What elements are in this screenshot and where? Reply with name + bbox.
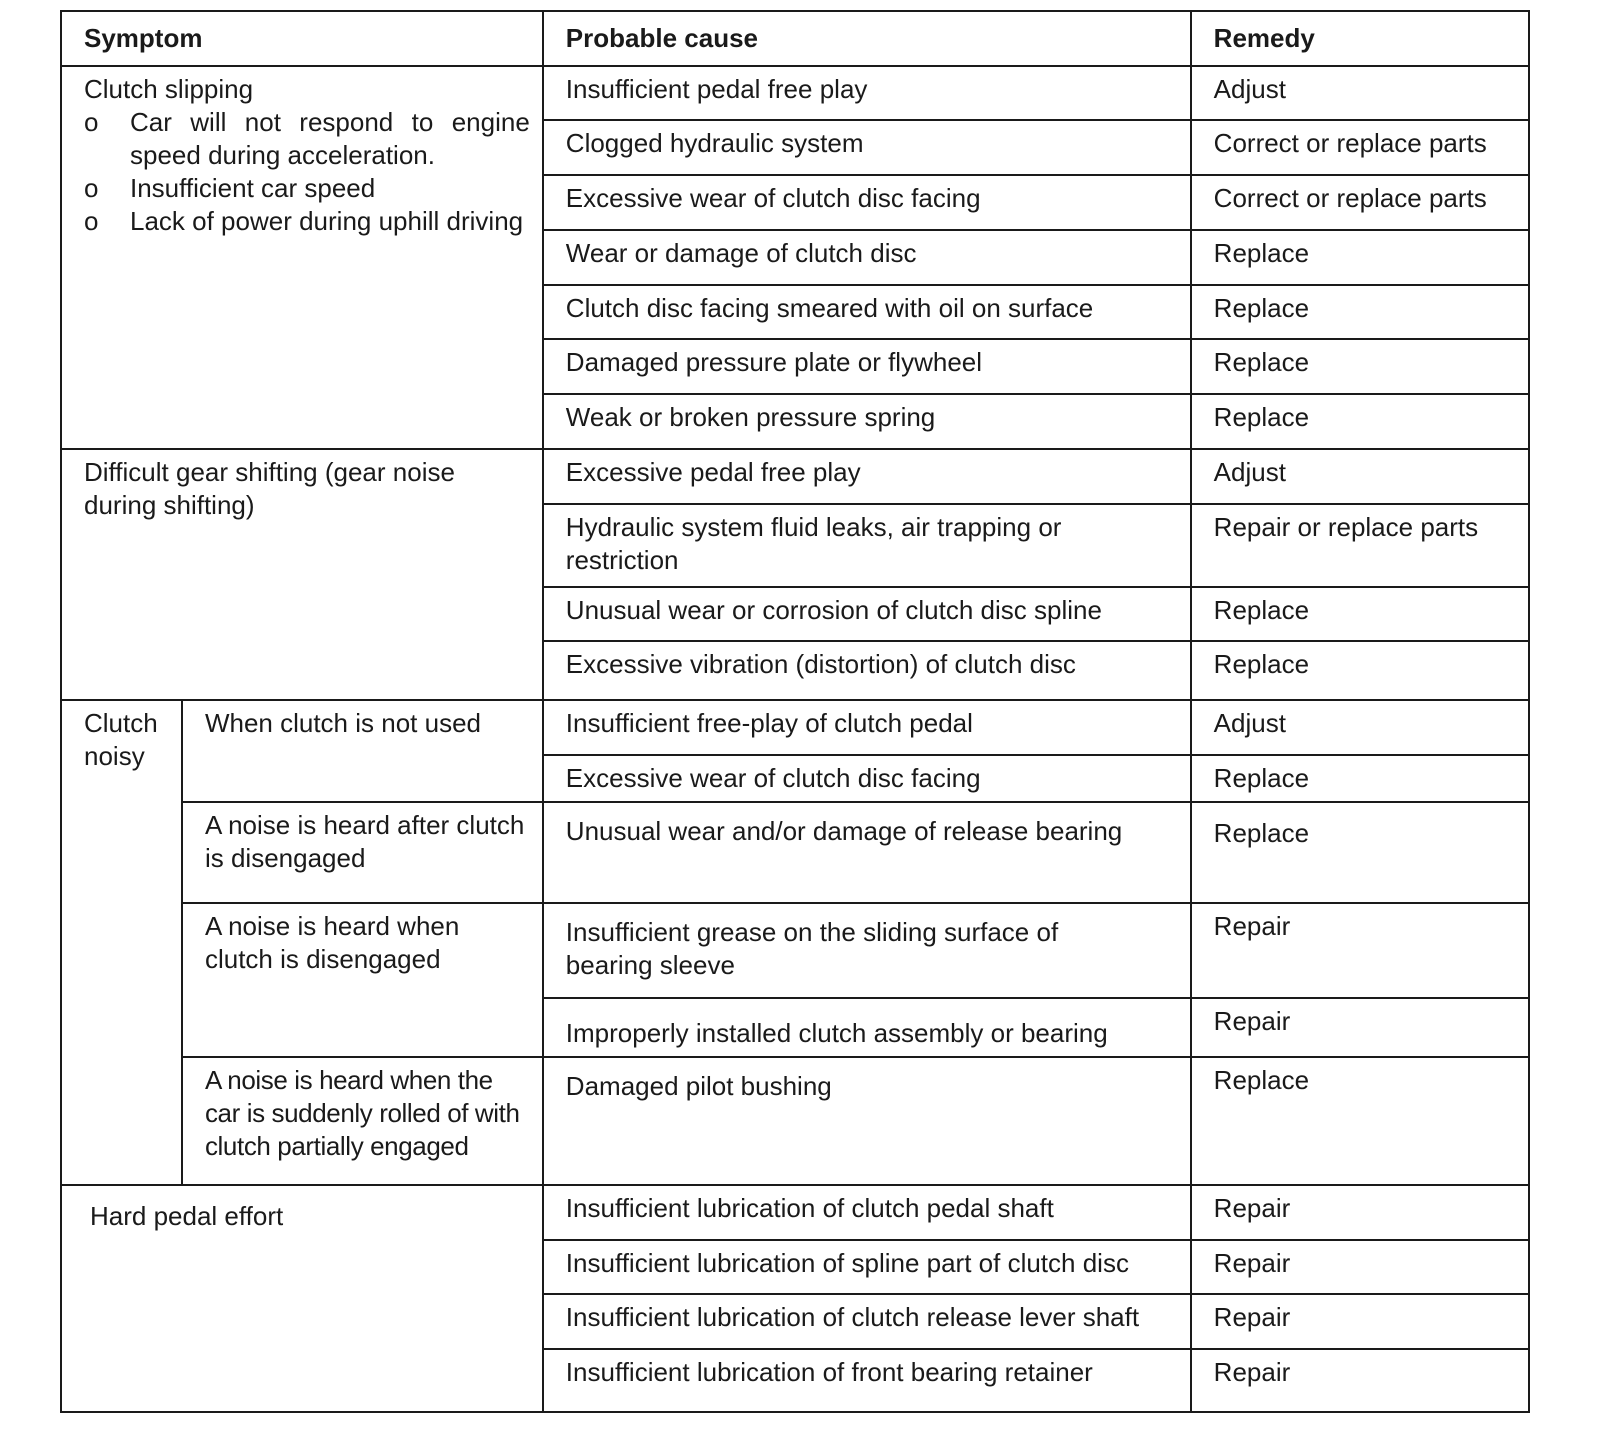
table-row xyxy=(61,1185,1529,1240)
remedy-cell: Replace xyxy=(1191,1057,1529,1185)
cause-cell: Damaged pressure plate or flywheel xyxy=(543,339,1191,394)
symptom-detail: Lack of power during uphill driving xyxy=(130,205,524,236)
header-row xyxy=(61,11,1529,66)
cause-cell: Excessive vibration (distortion) of clutch disc xyxy=(543,641,1191,700)
troubleshooting-sheet xyxy=(60,10,1530,1413)
list-item xyxy=(84,106,530,172)
remedy-cell: Adjust xyxy=(1191,66,1529,121)
symptom-clutch-slipping xyxy=(61,66,543,449)
cause-cell: Clogged hydraulic system xyxy=(543,120,1191,175)
remedy-cell: Replace xyxy=(1191,802,1529,903)
remedy-cell: Replace xyxy=(1191,394,1529,449)
list-item xyxy=(84,172,530,205)
cause-cell: Weak or broken pressure spring xyxy=(543,394,1191,449)
cause-cell: Insufficient grease on the sliding surface of bearing sleeve xyxy=(543,903,1191,998)
remedy-cell: Repair or replace parts xyxy=(1191,504,1529,587)
cause-cell: Insufficient free-play of clutch pedal xyxy=(543,700,1191,755)
cause-cell: Insufficient lubrication of spline part of clutch disc xyxy=(543,1240,1191,1295)
remedy-cell: Repair xyxy=(1191,903,1529,998)
symptom-detail: Car will not respond to engine speed during acceleration. xyxy=(130,106,530,170)
sub-symptom-when-disengaged: A noise is heard when clutch is disengaged xyxy=(182,903,543,1057)
remedy-cell: Adjust xyxy=(1191,700,1529,755)
remedy-cell: Repair xyxy=(1191,998,1529,1057)
bullet-marker: o xyxy=(84,205,99,236)
symptom-title: Clutch slipping xyxy=(84,73,254,104)
list-item xyxy=(84,205,530,238)
cause-cell: Hydraulic system fluid leaks, air trapping or restriction xyxy=(543,504,1191,587)
cause-cell: Unusual wear or corrosion of clutch disc spline xyxy=(543,587,1191,642)
cause-cell: Clutch disc facing smeared with oil on surface xyxy=(543,285,1191,340)
sub-symptom-after-disengaged: A noise is heard after clutch is disengaged xyxy=(182,802,543,903)
header-remedy: Remedy xyxy=(1191,11,1529,66)
remedy-cell: Replace xyxy=(1191,641,1529,700)
cause-cell: Insufficient lubrication of clutch release lever shaft xyxy=(543,1294,1191,1349)
sub-symptom-not-used: When clutch is not used xyxy=(182,700,543,801)
symptom-clutch-noisy: Clutch noisy xyxy=(61,700,182,1185)
remedy-cell: Adjust xyxy=(1191,449,1529,504)
table-row xyxy=(61,700,1529,755)
remedy-cell: Correct or replace parts xyxy=(1191,175,1529,230)
table-row xyxy=(61,802,1529,903)
symptom-difficult-gear-shifting: Difficult gear shifting (gear noise during shifting) xyxy=(61,449,543,700)
remedy-cell: Replace xyxy=(1191,339,1529,394)
header-symptom: Symptom xyxy=(61,11,543,66)
remedy-cell: Replace xyxy=(1191,587,1529,642)
clutch-troubleshooting-table xyxy=(60,10,1530,1413)
remedy-cell: Repair xyxy=(1191,1240,1529,1295)
sub-symptom-rolled-partially-engaged: A noise is heard when the car is suddenly rolled of with clutch partially engaged xyxy=(182,1057,543,1185)
table-row xyxy=(61,449,1529,504)
cause-cell: Excessive wear of clutch disc facing xyxy=(543,755,1191,802)
remedy-cell: Repair xyxy=(1191,1349,1529,1412)
symptom-hard-pedal-effort: Hard pedal effort xyxy=(61,1185,543,1412)
remedy-cell: Replace xyxy=(1191,285,1529,340)
remedy-cell: Repair xyxy=(1191,1294,1529,1349)
cause-cell: Insufficient lubrication of front bearing retainer xyxy=(543,1349,1191,1412)
remedy-cell: Replace xyxy=(1191,755,1529,802)
remedy-cell: Correct or replace parts xyxy=(1191,120,1529,175)
cause-cell: Wear or damage of clutch disc xyxy=(543,230,1191,285)
cause-cell: Insufficient pedal free play xyxy=(543,66,1191,121)
table-row xyxy=(61,1057,1529,1185)
remedy-cell: Replace xyxy=(1191,230,1529,285)
cause-cell: Insufficient lubrication of clutch pedal shaft xyxy=(543,1185,1191,1240)
symptom-detail-list xyxy=(84,106,530,238)
bullet-marker: o xyxy=(84,106,99,137)
cause-cell: Unusual wear and/or damage of release bearing xyxy=(543,802,1191,903)
table-row xyxy=(61,903,1529,998)
cause-cell: Excessive wear of clutch disc facing xyxy=(543,175,1191,230)
remedy-cell: Repair xyxy=(1191,1185,1529,1240)
cause-cell: Damaged pilot bushing xyxy=(543,1057,1191,1185)
symptom-detail: Insufficient car speed xyxy=(130,172,376,203)
table-row xyxy=(61,66,1529,121)
cause-cell: Improperly installed clutch assembly or bearing xyxy=(543,998,1191,1057)
bullet-marker: o xyxy=(84,172,99,203)
cause-cell: Excessive pedal free play xyxy=(543,449,1191,504)
header-probable-cause: Probable cause xyxy=(543,11,1191,66)
